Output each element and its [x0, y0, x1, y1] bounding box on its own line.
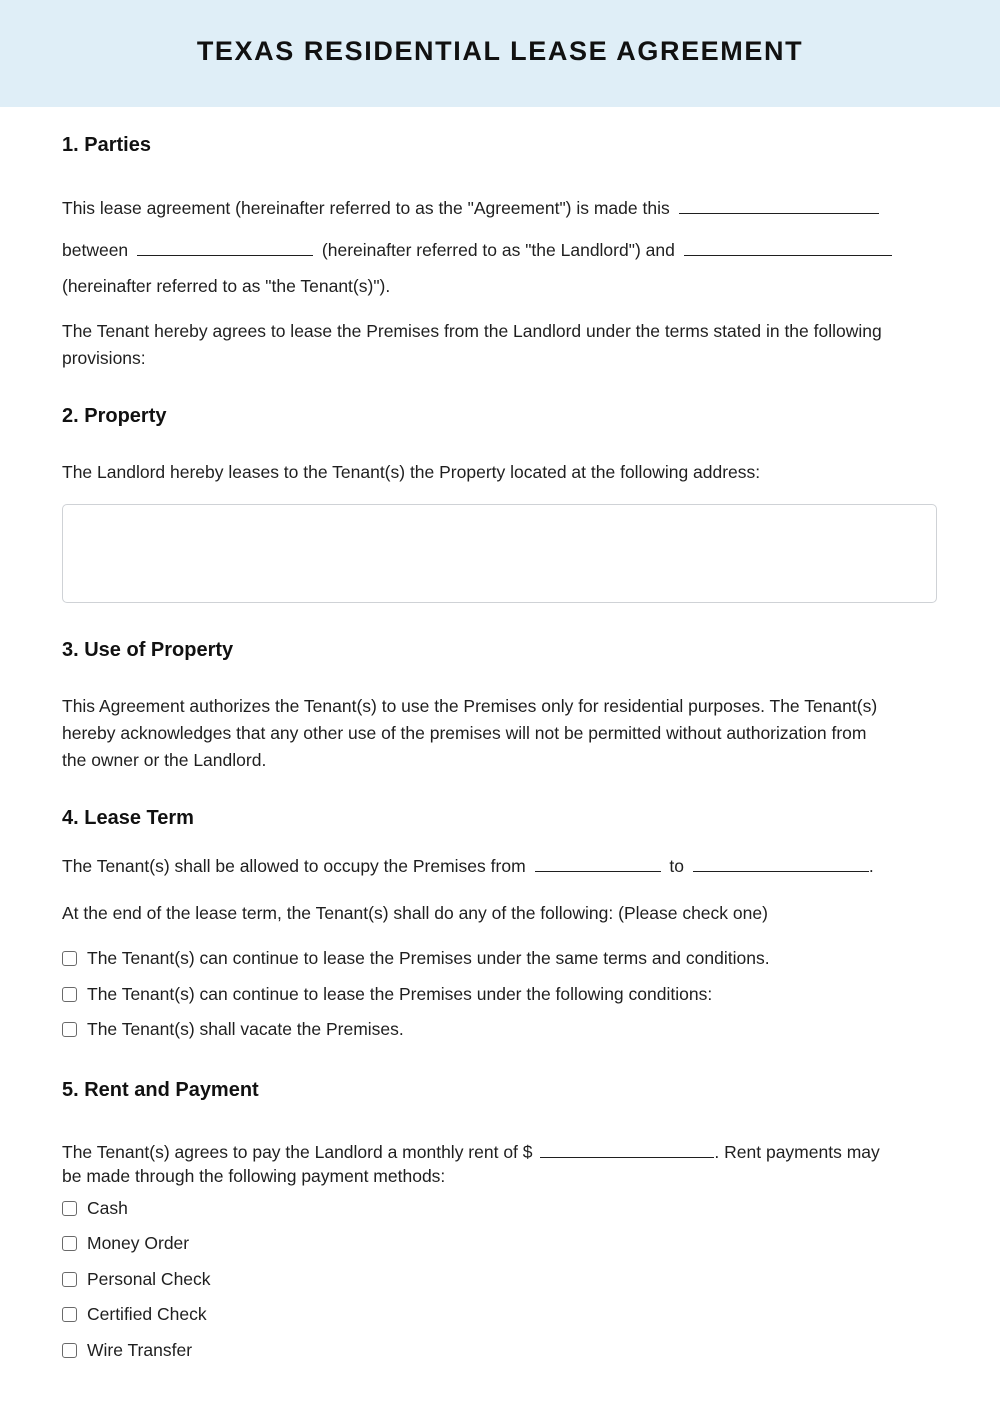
lease-start-blank[interactable] — [535, 854, 661, 872]
parties-agreement-text: This lease agreement (hereinafter referred to as the "Agreement") is made this — [62, 198, 670, 218]
checkbox[interactable] — [62, 1022, 77, 1037]
document-header — [0, 0, 1000, 107]
checkbox[interactable] — [62, 1343, 77, 1358]
lease-end-instructions: At the end of the lease term, the Tenant(s) shall do any of the following: (Please check one) — [62, 903, 768, 923]
payment-methods-intro: be made through the following payment methods: — [62, 1166, 446, 1186]
parties-provisions-text: The Tenant hereby agrees to lease the Premises from the Landlord under the terms stated in the following provisions: — [62, 321, 882, 368]
occupy-period: . — [868, 856, 874, 876]
checkbox-label: Money Order — [87, 1232, 190, 1253]
agreement-date-blank[interactable] — [679, 196, 879, 214]
section-heading-lease-term: 4. Lease Term — [62, 807, 194, 829]
checkbox-label: The Tenant(s) shall vacate the Premises. — [87, 1018, 404, 1039]
rent-payments-text: . Rent payments may — [714, 1142, 880, 1162]
tenant-reference-text: (hereinafter referred to as "the Tenant(s)"). — [62, 276, 391, 296]
document-title: TEXAS RESIDENTIAL LEASE AGREEMENT — [196, 36, 804, 66]
lease-end-blank[interactable] — [693, 854, 869, 872]
checkbox[interactable] — [62, 1307, 77, 1322]
rent-amount-line — [62, 1139, 880, 1166]
occupy-text: The Tenant(s) shall be allowed to occupy the Premises from — [62, 856, 526, 876]
property-address-text: The Landlord hereby leases to the Tenant(s) the Property located at the following address: — [62, 462, 761, 482]
property-address-field[interactable] — [62, 504, 937, 603]
checkbox[interactable] — [62, 951, 77, 966]
parties-line-1 — [62, 195, 879, 222]
payment-method-personal-check[interactable] — [62, 1267, 211, 1291]
rent-text: The Tenant(s) agrees to pay the Landlord a monthly rent of $ — [62, 1142, 533, 1162]
section-heading-property: 2. Property — [62, 405, 167, 427]
section-heading-use-of-property: 3. Use of Property — [62, 639, 234, 661]
landlord-name-blank[interactable] — [137, 238, 313, 256]
checkbox[interactable] — [62, 1201, 77, 1216]
lease-term-occupy-line — [62, 853, 874, 880]
between-text: between — [62, 240, 129, 260]
checkbox-label: Certified Check — [87, 1303, 207, 1324]
checkbox-label: Cash — [87, 1197, 128, 1218]
checkbox-label: The Tenant(s) can continue to lease the Premises under the following conditions: — [87, 983, 713, 1004]
checkbox[interactable] — [62, 987, 77, 1002]
tenant-name-blank[interactable] — [684, 238, 892, 256]
checkbox[interactable] — [62, 1236, 77, 1251]
checkbox-label: Wire Transfer — [87, 1339, 193, 1360]
checkbox[interactable] — [62, 1272, 77, 1287]
section-heading-rent-payment: 5. Rent and Payment — [62, 1079, 259, 1101]
parties-line-2 — [62, 237, 892, 264]
payment-method-money-order[interactable] — [62, 1231, 189, 1255]
landlord-reference-text: (hereinafter referred to as "the Landlord") and — [321, 240, 675, 260]
rent-amount-blank[interactable] — [540, 1140, 714, 1158]
use-of-property-text: This Agreement authorizes the Tenant(s) to use the Premises only for residential purposes. The Tenant(s) hereby acknowledges that any other use of the premises will not be permitted without authorization from the owner or the Landlord. — [62, 696, 878, 770]
checkbox-label: Personal Check — [87, 1268, 211, 1289]
lease-option-following-conditions[interactable] — [62, 982, 712, 1006]
occupy-to-text: to — [669, 856, 685, 876]
checkbox-label: The Tenant(s) can continue to lease the Premises under the same terms and conditions. — [87, 947, 770, 968]
payment-method-wire-transfer[interactable] — [62, 1338, 192, 1362]
lease-option-same-terms[interactable] — [62, 946, 770, 970]
lease-option-vacate[interactable] — [62, 1017, 404, 1041]
payment-method-cash[interactable] — [62, 1196, 128, 1220]
payment-method-certified-check[interactable] — [62, 1302, 207, 1326]
section-heading-parties: 1. Parties — [62, 134, 151, 156]
